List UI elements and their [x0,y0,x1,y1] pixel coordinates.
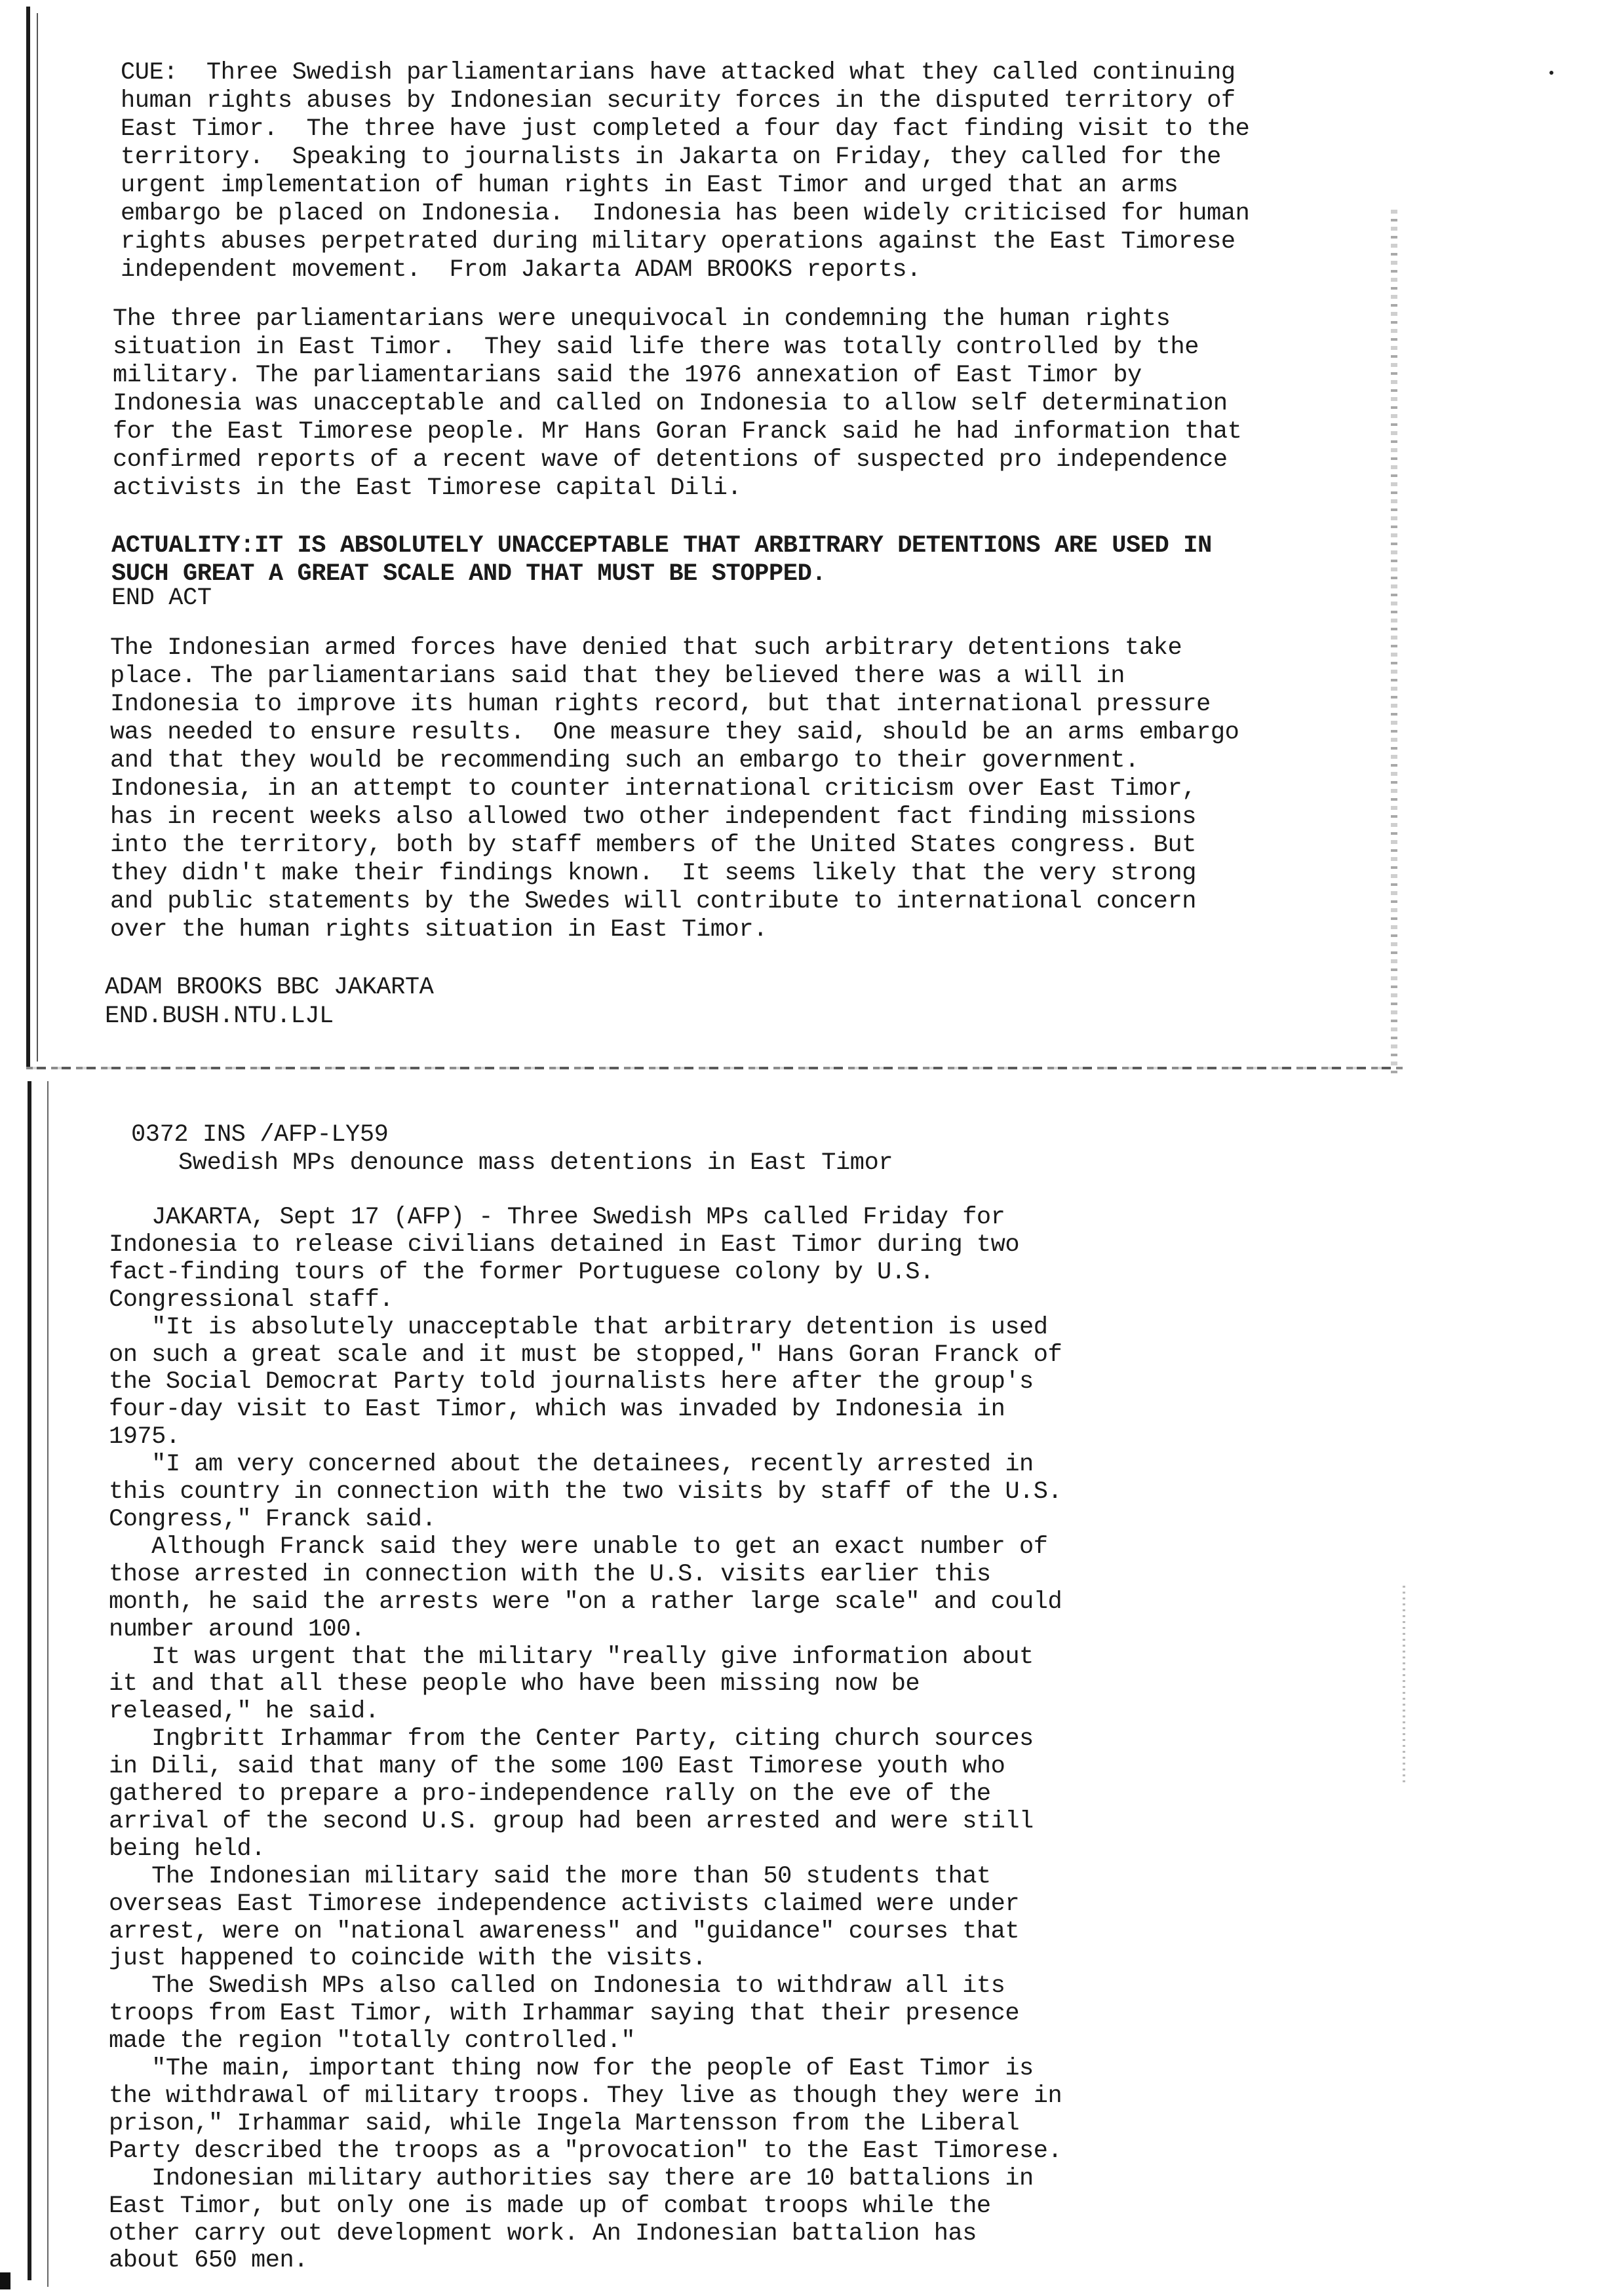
afp-headline: Swedish MPs denounce mass detentions in East Timor [178,1149,893,1177]
scan-edge-left-bottom-inner [47,1081,49,2287]
bbc-signoff: ADAM BROOKS BBC JAKARTA END.BUSH.NTU.LJL [105,974,434,1030]
afp-slug-header: 0372 INS /AFP-LY59 [131,1121,389,1149]
afp-article-body: JAKARTA, Sept 17 (AFP) - Three Swedish MPs called Friday for Indonesia to release civilians detained in East Timor during two fact-finding tours of the former Portuguese colony by U.S. Congressional staff. "It is absolutely unacceptable that arbitrary detention is used on such a great scale and it must be stopped," Hans Goran Franck of the Social Democrat Party told journalists here after the group's four-day visit to East Timor, which was invaded by Indonesia in 1975. "I am very concerned about the detainees, recently arrested in this country in connection with the two visits by staff of the U.S. Congress," Franck said. Although Franck said they were unable to get an exact number of those arrested in connection with the U.S. visits earlier this month, he said the arrests were "on a rather large scale" and could number around 100. It was urgent that the military "really give information about it and that all these people who have been missing now be released," he said. Ingbritt Irhammar from the Center Party, citing church sources in Dili, said that many of the some 100 East Timorese youth who gathered to prepare a pro-independence rally on the eve of the arrival of the second U.S. group had been arrested and were still being held. The Indonesian military said the more than 50 students that overseas East Timorese independence activists claimed were under arrest, were on "national awareness" and "guidance" courses that just happened to coincide with the visits. The Swedish MPs also called on Indonesia to withdraw all its troops from East Timor, with Irhammar saying that their presence made the region "totally controlled." "The main, important thing now for the people of East Timor is the withdrawal of military troops. They live as though they were in prison," Irhammar said, while Ingela Martensson from the Liberal Party described the troops as a "provocation" to the East Timorese. Indonesian military authorities say there are 10 battalions in East Timor, but only one is made up of combat troops while the other carry out development work. An Indonesian battalion has about 650 men. [109,1204,1062,2275]
scan-edge-left-bottom [28,1081,31,2280]
scan-edge-left-top-inner [37,13,38,1062]
scan-corner-mark [0,2272,10,2289]
bbc-paragraph-2: The three parliamentarians were unequivocal in condemning the human rights situation in East Timor. They said life there was totally controlled by the military. The parliamentarians said the 1976 annexation of East Timor by Indonesia was unacceptable and called on Indonesia to allow self determination for the East Timorese people. Mr Hans Goran Franck said he had information that confirmed reports of a recent wave of detentions of suspected pro independence activists in the East Timorese capital Dili. [113,305,1242,502]
scan-edge-right-top [1391,210,1397,1075]
scan-edge-left-top [26,7,30,1068]
bbc-end-act: END ACT [111,584,212,612]
scan-speck [1549,71,1553,75]
scan-edge-right-dots [1403,1586,1405,1782]
bbc-actuality-quote: ACTUALITY:IT IS ABSOLUTELY UNACCEPTABLE THAT ARBITRARY DETENTIONS ARE USED IN SUCH GREAT A GREAT SCALE AND THAT MUST BE STOPPED. [111,532,1212,588]
clipping-divider [26,1067,1403,1069]
bbc-paragraph-3: The Indonesian armed forces have denied that such arbitrary detentions take place. The parliamentarians said that they believed there was a will in Indonesia to improve its human rights record, but that international pressure was needed to ensure results. One measure they said, should be an arms embargo and that they would be recommending such an embargo to their government. Indonesia, in an attempt to counter international criticism over East Timor, has in recent weeks also allowed two other independent fact finding missions into the territory, both by staff members of the United States congress. But they didn't make their findings known. It seems likely that the very strong and public statements by the Swedes will contribute to international concern over the human rights situation in East Timor. [110,634,1239,944]
bbc-cue-paragraph: CUE: Three Swedish parliamentarians have attacked what they called continuing human rights abuses by Indonesian security forces in the disputed territory of East Timor. The three have just completed a four day fact finding visit to the territory. Speaking to journalists in Jakarta on Friday, they called for the urgent implementation of human rights in East Timor and urged that an arms embargo be placed on Indonesia. Indonesia has been widely criticised for human rights abuses perpetrated during military operations against the East Timorese independent movement. From Jakarta ADAM BROOKS reports. [121,59,1250,284]
